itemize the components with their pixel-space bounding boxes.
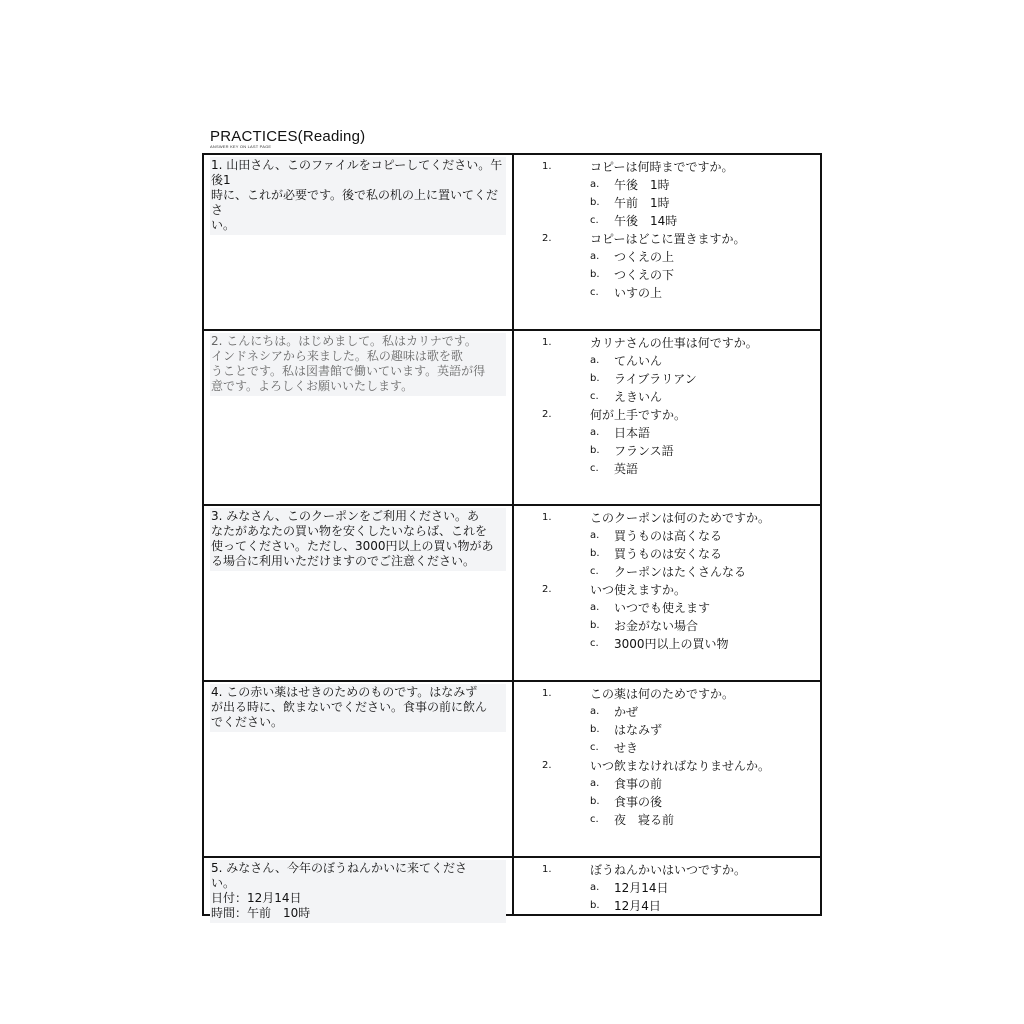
option-text: せき bbox=[614, 741, 639, 755]
answer-option bbox=[514, 599, 820, 617]
option-label: c. bbox=[590, 287, 599, 298]
answer-option bbox=[514, 527, 820, 545]
answer-option bbox=[514, 212, 820, 230]
answer-option bbox=[514, 775, 820, 793]
option-label: b. bbox=[590, 548, 600, 559]
option-text: クーポンはたくさんなる bbox=[614, 565, 747, 579]
option-text: ライブラリアン bbox=[614, 372, 697, 386]
questions-cell bbox=[514, 506, 820, 680]
answer-option bbox=[514, 266, 820, 284]
question-text: コピーはどこに置きますか。 bbox=[590, 232, 746, 246]
question-text: ぼうねんかいはいつですか。 bbox=[590, 863, 747, 877]
option-text: いつでも使えます bbox=[614, 601, 711, 615]
answer-option bbox=[514, 879, 820, 897]
question-list bbox=[514, 509, 820, 653]
question-item bbox=[514, 861, 820, 879]
option-text: お金がない場合 bbox=[614, 619, 699, 633]
answer-key-note: ANSWER KEY ON LAST PAGE bbox=[210, 144, 272, 149]
option-label: a. bbox=[590, 251, 600, 262]
option-label: a. bbox=[590, 530, 600, 541]
practice-row-2 bbox=[204, 331, 820, 506]
question-list bbox=[514, 685, 820, 829]
option-text: つくえの上 bbox=[614, 250, 675, 264]
answer-option bbox=[514, 176, 820, 194]
question-item bbox=[514, 158, 820, 176]
question-list bbox=[514, 861, 820, 915]
option-text: てんいん bbox=[614, 354, 663, 368]
answer-option bbox=[514, 442, 820, 460]
question-item bbox=[514, 757, 820, 775]
answer-option bbox=[514, 424, 820, 442]
practice-row-4 bbox=[204, 682, 820, 858]
option-label: c. bbox=[590, 391, 599, 402]
option-label: c. bbox=[590, 215, 599, 226]
option-text: フランス語 bbox=[614, 444, 674, 458]
document-header bbox=[210, 128, 365, 149]
option-text: 12月4日 bbox=[614, 899, 661, 913]
option-text: 買うものは安くなる bbox=[614, 547, 723, 561]
option-label: b. bbox=[590, 900, 600, 911]
option-label: c. bbox=[590, 463, 599, 474]
passage-cell bbox=[204, 155, 514, 329]
option-text: かぜ bbox=[614, 705, 639, 719]
option-text: 午後 14時 bbox=[614, 214, 678, 228]
answer-option bbox=[514, 635, 820, 653]
answer-option bbox=[514, 811, 820, 829]
answer-option bbox=[514, 897, 820, 915]
question-text: いつ使えますか。 bbox=[590, 583, 687, 597]
option-label: a. bbox=[590, 778, 600, 789]
option-label: b. bbox=[590, 796, 600, 807]
question-number: 1. bbox=[542, 864, 552, 875]
option-label: c. bbox=[590, 638, 599, 649]
answer-option bbox=[514, 284, 820, 302]
answer-option bbox=[514, 739, 820, 757]
passage-text: 2. こんにちは。はじめまして。私はカリナです。 インドネシアから来ました。私の趣味は歌を歌 うことです。私は図書館で働いています。英語が得 意です。よろしくお願いいたします。 bbox=[210, 333, 506, 396]
option-label: a. bbox=[590, 427, 600, 438]
practice-row-5 bbox=[204, 858, 820, 920]
question-list bbox=[514, 158, 820, 302]
option-label: c. bbox=[590, 814, 599, 825]
option-text: 食事の後 bbox=[614, 795, 663, 809]
question-number: 2. bbox=[542, 760, 552, 771]
option-text: 夜 寝る前 bbox=[614, 813, 675, 827]
option-label: a. bbox=[590, 882, 600, 893]
question-list bbox=[514, 334, 820, 478]
passage-text: 4. この赤い薬はせきのためのものです。はなみず が出る時に、飲まないでください。食事の前に飲ん でください。 bbox=[210, 684, 506, 732]
option-label: b. bbox=[590, 269, 600, 280]
question-item bbox=[514, 406, 820, 424]
answer-option bbox=[514, 703, 820, 721]
option-label: c. bbox=[590, 742, 599, 753]
answer-option bbox=[514, 370, 820, 388]
question-text: この薬は何のためですか。 bbox=[590, 687, 735, 701]
questions-cell bbox=[514, 682, 820, 856]
passage-cell bbox=[204, 682, 514, 856]
option-label: a. bbox=[590, 179, 600, 190]
question-number: 2. bbox=[542, 409, 552, 420]
answer-option bbox=[514, 793, 820, 811]
option-text: 12月14日 bbox=[614, 881, 669, 895]
passage-cell bbox=[204, 331, 514, 504]
question-item bbox=[514, 334, 820, 352]
option-label: b. bbox=[590, 373, 600, 384]
option-text: いすの上 bbox=[614, 286, 663, 300]
option-label: a. bbox=[590, 706, 600, 717]
practice-table bbox=[202, 153, 822, 920]
option-label: b. bbox=[590, 724, 600, 735]
question-item bbox=[514, 230, 820, 248]
option-label: b. bbox=[590, 445, 600, 456]
question-number: 1. bbox=[542, 161, 552, 172]
answer-option bbox=[514, 460, 820, 478]
answer-option bbox=[514, 248, 820, 266]
answer-option bbox=[514, 194, 820, 212]
answer-option bbox=[514, 352, 820, 370]
question-item bbox=[514, 581, 820, 599]
question-item bbox=[514, 509, 820, 527]
option-label: c. bbox=[590, 566, 599, 577]
option-text: えきいん bbox=[614, 390, 663, 404]
option-text: 食事の前 bbox=[614, 777, 663, 791]
option-label: b. bbox=[590, 620, 600, 631]
answer-option bbox=[514, 563, 820, 581]
answer-option bbox=[514, 545, 820, 563]
questions-cell bbox=[514, 331, 820, 504]
page-title bbox=[210, 128, 365, 145]
option-text: 買うものは高くなる bbox=[614, 529, 723, 543]
option-text: 午前 1時 bbox=[614, 196, 670, 210]
option-label: a. bbox=[590, 355, 600, 366]
question-number: 1. bbox=[542, 337, 552, 348]
answer-option bbox=[514, 721, 820, 739]
title-subtitle: (Reading) bbox=[297, 128, 366, 145]
question-text: 何が上手ですか。 bbox=[590, 408, 687, 422]
passage-cell bbox=[204, 506, 514, 680]
passage-cell bbox=[204, 858, 514, 920]
passage-text: 5. みなさん、今年のぼうねんかいに来てくださ い。 日付：12月14日 時間：午前 10時 bbox=[210, 860, 506, 923]
question-number: 1. bbox=[542, 512, 552, 523]
option-text: 3000円以上の買い物 bbox=[614, 637, 729, 651]
questions-cell bbox=[514, 858, 820, 914]
option-text: はなみず bbox=[614, 723, 663, 737]
option-text: つくえの下 bbox=[614, 268, 675, 282]
question-text: カリナさんの仕事は何ですか。 bbox=[590, 336, 758, 350]
passage-text: 1. 山田さん、このファイルをコピーしてください。午後1 時に、これが必要です。後で私の机の上に置いてくださ い。 bbox=[210, 157, 506, 235]
answer-option bbox=[514, 388, 820, 406]
title-main: PRACTICES bbox=[210, 128, 298, 145]
question-number: 2. bbox=[542, 233, 552, 244]
option-label: b. bbox=[590, 197, 600, 208]
question-item bbox=[514, 685, 820, 703]
question-number: 1. bbox=[542, 688, 552, 699]
practice-row-1 bbox=[204, 155, 820, 331]
question-number: 2. bbox=[542, 584, 552, 595]
practice-row-3 bbox=[204, 506, 820, 682]
option-text: 日本語 bbox=[614, 426, 651, 440]
answer-option bbox=[514, 617, 820, 635]
question-text: コピーは何時までですか。 bbox=[590, 160, 734, 174]
question-text: このクーポンは何のためですか。 bbox=[590, 511, 771, 525]
questions-cell bbox=[514, 155, 820, 329]
option-text: 英語 bbox=[614, 462, 639, 476]
passage-text: 3. みなさん、このクーポンをご利用ください。あ なたがあなたの買い物を安くしたいならば、これを 使ってください。ただし、3000円以上の買い物があ る場合に利用いただけますのでご注意ください。 bbox=[210, 508, 506, 571]
option-text: 午後 1時 bbox=[614, 178, 670, 192]
option-label: a. bbox=[590, 602, 600, 613]
question-text: いつ飲まなければなりませんか。 bbox=[590, 759, 771, 773]
